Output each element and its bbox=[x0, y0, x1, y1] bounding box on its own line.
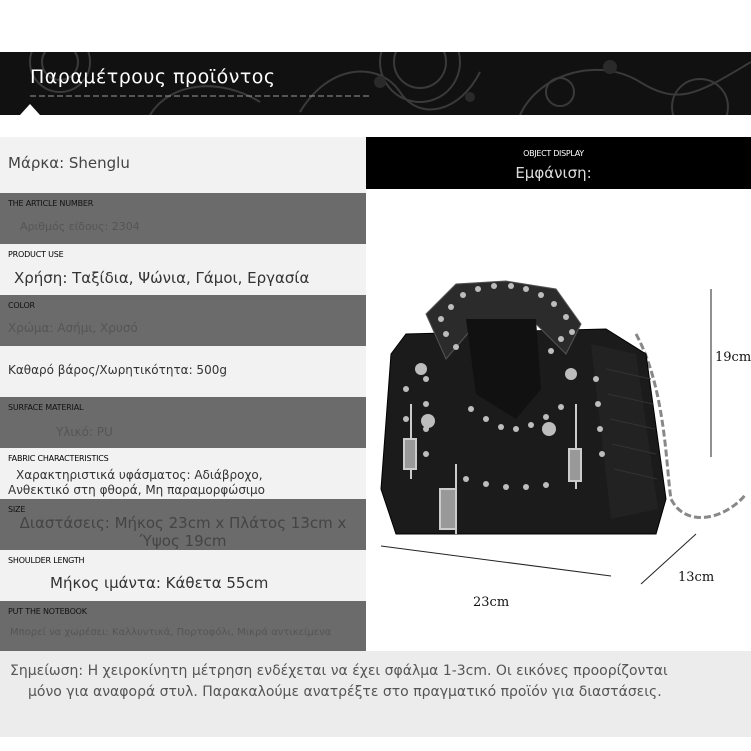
size-value-line2: Ύψος 19cm bbox=[139, 532, 227, 550]
display-label: Εμφάνιση: bbox=[515, 164, 592, 182]
fabric-label: FABRIC CHARACTERISTICS bbox=[8, 454, 109, 463]
surface-row bbox=[0, 397, 366, 448]
size-row bbox=[0, 499, 366, 550]
note-line2: μόνο για αναφορά στυλ. Παρακαλούμε ανατρέξτε στο πραγματικό προϊόν για διαστάσεις. bbox=[28, 684, 662, 700]
weight-row bbox=[0, 346, 366, 397]
color-value: Χρώμα: Ασήμι, Χρυσό bbox=[8, 321, 138, 335]
strap-label: SHOULDER LENGTH bbox=[8, 556, 85, 565]
fabric-value-line1: Χαρακτηριστικά υφάσματος: Αδιάβροχο, bbox=[16, 468, 263, 482]
dimension-height: 19cm bbox=[715, 350, 751, 365]
use-value: Χρήση: Ταξίδια, Ψώνια, Γάμοι, Εργασία bbox=[14, 269, 310, 287]
measurement-note bbox=[0, 651, 751, 737]
display-header bbox=[366, 137, 751, 189]
notebook-label: PUT THE NOTEBOOK bbox=[8, 607, 87, 616]
weight-value: Καθαρό βάρος/Χωρητικότητα: 500g bbox=[8, 363, 227, 377]
size-label: SIZE bbox=[8, 505, 26, 514]
object-display-panel bbox=[366, 137, 751, 651]
notebook-value: Μπορεί να χωρέσει: Καλλυντικά, Πορτοφόλι, Μικρά αντικείμενα bbox=[10, 627, 332, 638]
brand-value: Μάρκα: Shenglu bbox=[8, 154, 130, 172]
product-photo bbox=[366, 189, 751, 651]
top-whitespace bbox=[0, 0, 751, 52]
size-value-line1: Διαστάσεις: Μήκος 23cm x Πλάτος 13cm x bbox=[19, 514, 347, 532]
spacer bbox=[0, 115, 751, 137]
fabric-value-line2: Ανθεκτικό στη φθορά, Μη παραμορφώσιμο bbox=[8, 483, 265, 497]
use-label: PRODUCT USE bbox=[8, 250, 64, 259]
fabric-row bbox=[0, 448, 366, 499]
color-label: COLOR bbox=[8, 301, 35, 310]
section-banner bbox=[0, 52, 751, 115]
strap-value: Μήκος ιμάντα: Κάθετα 55cm bbox=[50, 574, 269, 592]
bottom-whitespace bbox=[0, 737, 751, 751]
banner-title: Παραμέτρους προϊόντος bbox=[30, 66, 276, 88]
note-line1: Σημείωση: Η χειροκίνητη μέτρηση ενδέχεται να έχει σφάλμα 1-3cm. Οι εικόνες προορίζονται bbox=[10, 663, 668, 679]
dimension-length: 23cm bbox=[473, 595, 510, 610]
use-row bbox=[0, 244, 366, 295]
surface-label: SURFACE MATERIAL bbox=[8, 403, 84, 412]
article-row bbox=[0, 193, 366, 244]
surface-value: Υλικό: PU bbox=[56, 425, 113, 439]
display-label-en: OBJECT DISPLAY bbox=[523, 149, 584, 158]
article-label: THE ARTICLE NUMBER bbox=[8, 199, 94, 208]
notebook-row bbox=[0, 601, 366, 651]
parameters-table bbox=[0, 137, 366, 651]
dimension-width: 13cm bbox=[678, 570, 715, 585]
color-row bbox=[0, 295, 366, 346]
strap-row bbox=[0, 550, 366, 601]
brand-row bbox=[0, 137, 366, 193]
article-value: Αριθμός είδους: 2304 bbox=[20, 220, 140, 233]
